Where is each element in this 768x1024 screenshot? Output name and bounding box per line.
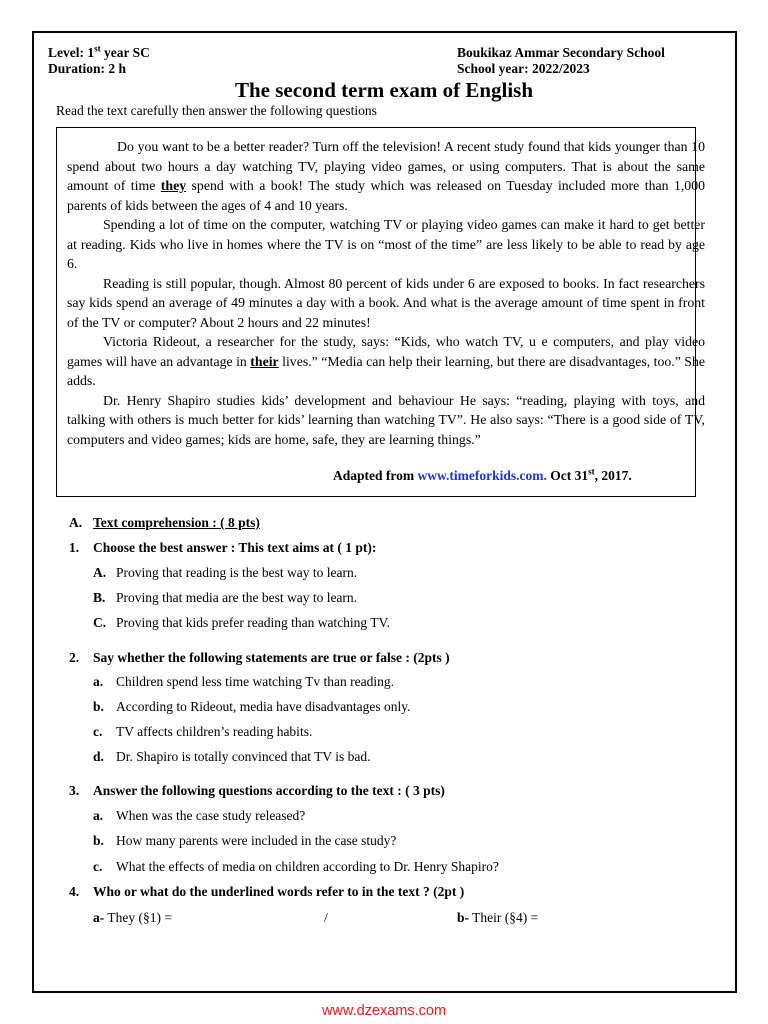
q1-option-a [93,565,357,581]
source-citation [333,468,632,484]
question-1-text: Choose the best answer : This text aims at ( 1 pt): [93,540,377,555]
p1-text-b: spend with a book! The study which was released on Tuesday included more than 1,000 parents of kids between the ages of 4 and 10 years. [67,178,705,213]
q2-statement-c [93,724,312,740]
underlined-word-their: their [250,353,279,369]
q3-question-b [93,833,396,849]
option-letter: a. [93,808,104,823]
source-date-sup: st [588,466,595,477]
question-2-text: Say whether the following statements are true or false : (2pts ) [93,650,450,665]
option-letter: A. [93,565,107,580]
level-line [48,45,150,61]
option-text: Proving that media are the best way to learn. [116,590,358,605]
q3-question-a [93,808,305,824]
question-4-number: 4. [69,884,80,899]
header-left [48,45,150,77]
p4-text-b: lives.” “Media can help their learning, but there are disadvantages, too.” She adds. [67,353,705,388]
option-text: Proving that reading is the best way to learn. [116,565,358,580]
duration: Duration: 2 h [48,61,127,76]
source-link[interactable]: www.timeforkids.com. [417,468,547,483]
ref-text: Their (§4) = [469,910,539,925]
q1-option-b [93,590,357,606]
p1-text-a: Do you want to be a better reader? Turn off the television! A recent study found that kids younger than 10 spend about two hours a day watching TV, playing video games, or using computers. That is about the same amount of time [67,139,705,193]
section-a-marker: A. [69,515,83,530]
source-date-end: , 2017. [594,468,632,483]
option-letter: c. [93,859,103,874]
question-4-text: Who or what do the underlined words refer to in the text ? (2pt ) [93,884,465,899]
underlined-word-they: they [160,178,187,193]
ref-letter: b- [457,910,470,925]
option-letter: c. [93,724,103,739]
source-date: Oct 31 [546,468,589,483]
paragraph-2: Spending a lot of time on the computer, watching TV or playing video games can make it hard to get better at reading. Kids who live in homes where the TV is on “most of the time” are less likely to be able to read by age 6. [67,217,705,271]
option-text: When was the case study released? [116,808,306,823]
paragraph-4 [67,332,705,391]
footer-url[interactable]: www.dzexams.com [321,1003,447,1019]
school-name: Boukikaz Ammar Secondary School [457,45,665,60]
option-text: TV affects children’s reading habits. [116,724,313,739]
level-label: Level: 1 [48,45,95,60]
q1-option-c [93,615,390,631]
source-prefix: Adapted from [333,468,418,483]
q4-divider-slash: / [324,910,328,925]
option-text: What the effects of media on children according to Dr. Henry Shapiro? [116,859,499,874]
section-a-label [93,515,260,531]
instruction: Read the text carefully then answer the following questions [56,103,377,118]
q2-statement-b [93,699,411,715]
p4-text-a: Victoria Rideout, a researcher for the study, says: “Kids, who watch TV, u e computers, and play video games will have an advantage in [67,334,705,369]
paragraph-5: Dr. Henry Shapiro studies kids’ development and behaviour He says: “reading, playing with toys, and talking with others is much better for kids’ learning than watching TV”. He also says: “There is a good side of TV, computers and video games; kids are home, safe, they are learning things.” [67,392,705,447]
paragraph-1 [67,137,705,215]
option-text: Dr. Shapiro is totally convinced that TV is bad. [116,749,371,764]
option-letter: d. [93,749,104,764]
option-text: How many parents were included in the case study? [116,833,397,848]
ref-letter: a- [93,910,105,925]
level-rest: year SC [100,45,150,60]
passage-text [67,137,705,449]
question-1-number: 1. [69,540,80,555]
option-letter: b. [93,699,104,714]
section-a-label-text: Text comprehension : ( 8 pts) [93,515,260,530]
option-letter: B. [93,590,106,605]
option-letter: C. [93,615,107,630]
exam-title: The second term exam of English [234,78,534,102]
option-letter: a. [93,674,104,689]
school-year: School year: 2022/2023 [457,61,590,76]
question-2-number: 2. [69,650,80,665]
question-3-number: 3. [69,783,80,798]
option-text: According to Rideout, media have disadvantages only. [116,699,411,714]
q4-ref-they [93,910,172,926]
q4-ref-their [457,910,538,926]
q2-statement-d [93,749,370,765]
option-text: Proving that kids prefer reading than watching TV. [116,615,390,630]
header-right [457,45,665,77]
paragraph-3: Reading is still popular, though. Almost 80 percent of kids under 6 are exposed to books. In fact researchers say kids spend an average of 49 minutes a day with a book. And what is the average amount of time spent in front of the TV or computer? About 2 hours and 22 minutes! [67,275,705,330]
level-sup: st [94,43,101,54]
q3-question-c [93,859,499,875]
question-3-text: Answer the following questions according to the text : ( 3 pts) [93,783,445,798]
option-text: Children spend less time watching Tv than reading. [116,674,394,689]
q2-statement-a [93,674,394,690]
option-letter: b. [93,833,104,848]
ref-text: They (§1) = [104,910,172,925]
